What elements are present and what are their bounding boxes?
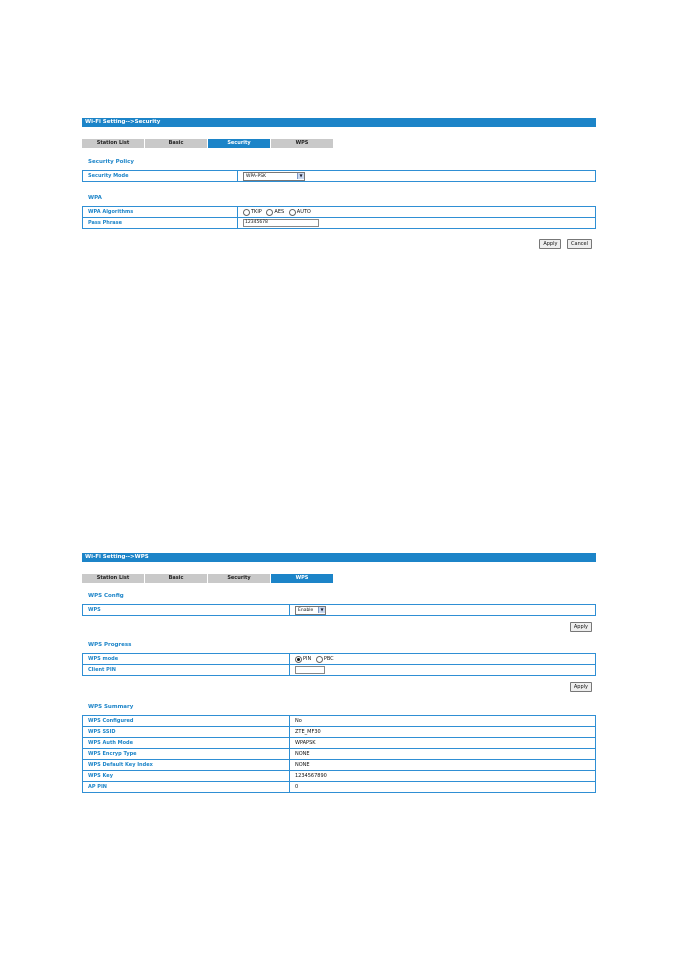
radio-aes[interactable]	[266, 209, 273, 216]
security-button-row	[82, 239, 596, 249]
table-row	[83, 738, 596, 749]
page-title: Wi-Fi Setting-->WPS	[82, 553, 596, 562]
client-pin-cell	[290, 665, 596, 676]
client-pin-input[interactable]	[295, 666, 325, 674]
table-row	[83, 605, 596, 616]
wps-enable-select[interactable]	[295, 606, 326, 615]
radio-pbc[interactable]	[316, 656, 323, 663]
wps-config-button-row	[82, 622, 596, 632]
wps-panel	[82, 553, 596, 793]
table-row	[83, 727, 596, 738]
table-row	[83, 716, 596, 727]
tab-wps[interactable]: WPS	[271, 574, 333, 583]
security-panel	[82, 118, 596, 249]
wps-config-table	[82, 604, 596, 616]
client-pin-label: Client PIN	[83, 665, 290, 676]
table-row	[83, 218, 596, 229]
wpa-algorithms-cell	[238, 207, 596, 218]
summary-value: WPAPSK	[290, 738, 596, 749]
wps-mode-cell	[290, 654, 596, 665]
tab-station-list[interactable]: Station List	[82, 574, 144, 583]
tab-wps[interactable]: WPS	[271, 139, 333, 148]
chevron-down-icon: ▼	[318, 607, 325, 613]
radio-auto[interactable]	[289, 209, 296, 216]
wps-progress-apply-button[interactable]: Apply	[570, 682, 592, 692]
security-mode-cell	[238, 171, 596, 182]
summary-label: AP PIN	[83, 782, 290, 793]
summary-value: No	[290, 716, 596, 727]
pass-phrase-label: Pass Phrase	[83, 218, 238, 229]
wps-mode-label: WPS mode	[83, 654, 290, 665]
summary-label: WPS Encryp Type	[83, 749, 290, 760]
summary-value: NONE	[290, 760, 596, 771]
summary-value: ZTE_MF30	[290, 727, 596, 738]
section-title-security-policy: Security Policy	[88, 159, 135, 165]
wpa-table	[82, 206, 596, 229]
pass-phrase-input[interactable]: 12345678	[243, 219, 319, 227]
cancel-button[interactable]: Cancel	[567, 239, 592, 249]
summary-label: WPS SSID	[83, 727, 290, 738]
radio-tkip[interactable]	[243, 209, 250, 216]
table-row	[83, 171, 596, 182]
summary-label: WPS Default Key Index	[83, 760, 290, 771]
radio-label-pbc: PBC	[323, 656, 334, 662]
table-row	[83, 654, 596, 665]
radio-pin[interactable]	[295, 656, 302, 663]
summary-label: WPS Auth Mode	[83, 738, 290, 749]
chevron-down-icon: ▼	[297, 173, 304, 179]
security-mode-select[interactable]	[243, 172, 305, 181]
tab-station-list[interactable]: Station List	[82, 139, 144, 148]
summary-value: NONE	[290, 749, 596, 760]
apply-button[interactable]: Apply	[539, 239, 561, 249]
wps-config-apply-button[interactable]: Apply	[570, 622, 592, 632]
table-row	[83, 749, 596, 760]
radio-label-pin: PIN	[303, 656, 312, 662]
tab-basic[interactable]: Basic	[145, 574, 207, 583]
wps-enable-value: Enable	[298, 607, 314, 613]
security-mode-label: Security Mode	[83, 171, 238, 182]
table-row	[83, 760, 596, 771]
security-policy-table	[82, 170, 596, 182]
page-title: Wi-Fi Setting-->Security	[82, 118, 596, 127]
security-mode-value: WPA-PSK	[246, 173, 266, 179]
radio-label-auto: AUTO	[296, 209, 311, 215]
summary-value: 1234567890	[290, 771, 596, 782]
table-row	[83, 782, 596, 793]
wps-progress-table	[82, 653, 596, 676]
wps-cell	[290, 605, 596, 616]
tab-bar	[82, 139, 335, 148]
tab-bar	[82, 574, 335, 583]
tab-security[interactable]: Security	[208, 574, 270, 583]
section-title-wps-progress: WPS Progress	[88, 642, 132, 648]
wps-summary-table	[82, 715, 596, 793]
tab-security[interactable]: Security	[208, 139, 270, 148]
wpa-algorithms-label: WPA Algorithms	[83, 207, 238, 218]
radio-label-tkip: TKIP	[251, 209, 262, 215]
pass-phrase-cell	[238, 218, 596, 229]
wps-progress-button-row	[82, 682, 596, 692]
table-row	[83, 207, 596, 218]
tab-basic[interactable]: Basic	[145, 139, 207, 148]
section-title-wpa: WPA	[88, 195, 102, 201]
table-row	[83, 771, 596, 782]
summary-value: 0	[290, 782, 596, 793]
section-title-wps-config: WPS Config	[88, 593, 124, 599]
table-row	[83, 665, 596, 676]
summary-label: WPS Configured	[83, 716, 290, 727]
radio-label-aes: AES	[274, 209, 285, 215]
section-title-wps-summary: WPS Summary	[88, 704, 134, 710]
summary-label: WPS Key	[83, 771, 290, 782]
wps-label: WPS	[83, 605, 290, 616]
